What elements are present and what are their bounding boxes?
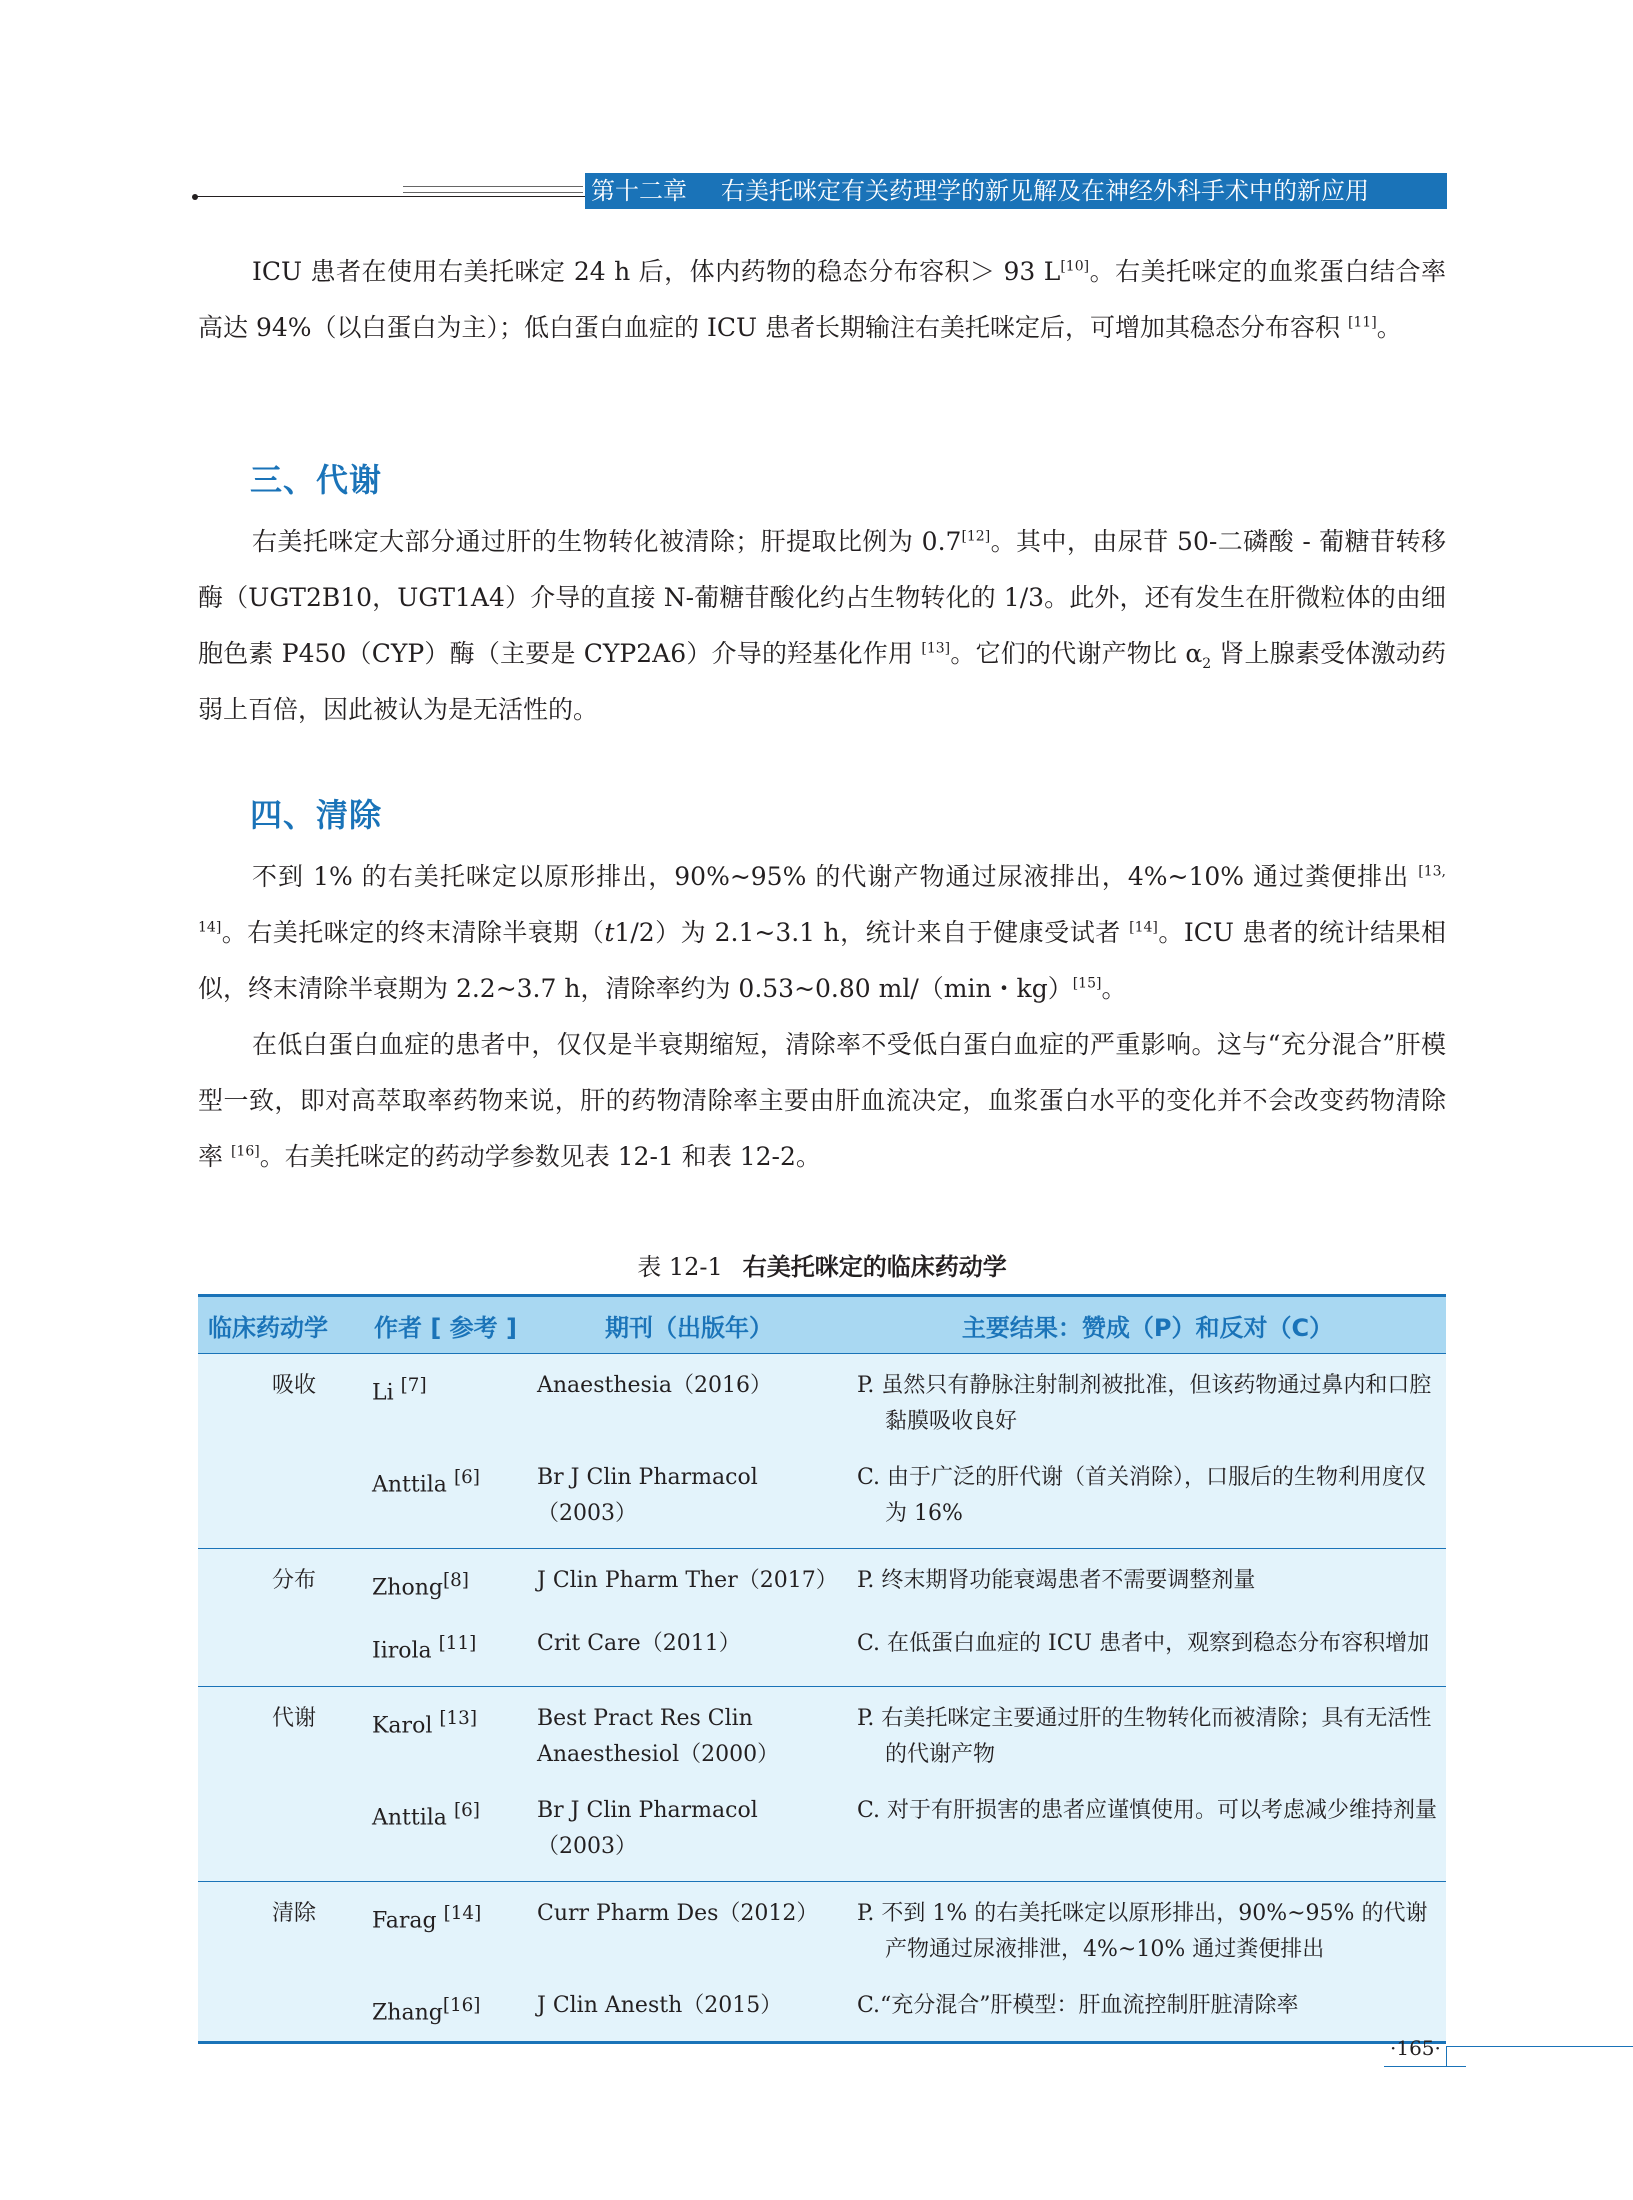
category-label: 清除 (271, 1900, 316, 1926)
text: 。其中，由尿苷 50-二磷酸 - 葡糖苷转移酶（UGT2B10，UGT1A4）介导的直接 N-葡糖苷酸化约占生物转化的 1/3。此外，还有发生在肝微粒体的由细胞色素 P450（CYP）酶（主要是 CYP2A6）介导的羟基化作用 (198, 527, 1446, 668)
reference: [13] (439, 1707, 477, 1729)
table-caption (198, 1247, 1446, 1282)
running-header (585, 173, 1447, 209)
author-cell (364, 1783, 529, 1882)
author: Li (372, 1380, 394, 1406)
journal: J Clin Pharm Ther（2017） (537, 1568, 838, 1593)
category-cell (198, 1450, 364, 1549)
journal-cell (529, 1354, 849, 1451)
paragraph-elimination (198, 849, 1446, 1017)
table-row (198, 1616, 1446, 1686)
category-cell (198, 1354, 364, 1451)
category-cell (198, 1549, 364, 1617)
result-cell (849, 1783, 1446, 1882)
result-cell (849, 1978, 1446, 2043)
chapter-title: 右美托咪定有关药理学的新见解及在神经外科手术中的新应用 (721, 177, 1369, 205)
author: Anttila (372, 1804, 447, 1830)
column-header: 临床药动学 (198, 1296, 364, 1354)
reference: [6] (453, 1467, 480, 1488)
section-heading-metabolism: 三、代谢 (250, 461, 383, 499)
result: P. 不到 1% 的右美托咪定以原形排出，90%~95% 的代谢产物通过尿液排泄，4%~10% 通过粪便排出 (857, 1900, 1428, 1962)
citation: [11] (1347, 314, 1377, 331)
table-row (198, 1450, 1446, 1549)
author: Karol (372, 1712, 433, 1738)
citation: [14] (1129, 919, 1158, 936)
column-header: 主要结果：赞成（P）和反对（C） (849, 1296, 1446, 1354)
page-number: ·165· (1390, 2036, 1441, 2060)
section-heading-elimination: 四、清除 (250, 796, 383, 834)
text: ICU 患者在使用右美托咪定 24 h 后，体内药物的稳态分布容积＞ 93 L (252, 257, 1061, 286)
author: Zhang (372, 1999, 443, 2025)
text: 在低白蛋白血症的患者中，仅仅是半衰期缩短，清除率不受低白蛋白血症的严重影响。这与“充分混合”肝模型一致，即对高萃取率药物来说，肝的药物清除率主要由肝血流决定，血浆蛋白水平的变化并不会改变药物清除率 (198, 1030, 1446, 1171)
citation: [16] (230, 1143, 260, 1160)
table-row (198, 1549, 1446, 1617)
author-cell (364, 1549, 529, 1617)
result: P. 右美托咪定主要通过肝的生物转化而被清除；具有无活性的代谢产物 (857, 1705, 1432, 1767)
result: C.“充分混合”肝模型：肝血流控制肝脏清除率 (857, 1992, 1299, 2018)
author-cell (364, 1616, 529, 1686)
text: 。 (1101, 974, 1127, 1003)
result: C. 由于广泛的肝代谢（首关消除），口服后的生物利用度仅为 16% (857, 1465, 1427, 1526)
footer-rule-vertical (1446, 2046, 1447, 2066)
journal-cell (529, 1549, 849, 1617)
journal-cell (529, 1686, 849, 1783)
text: 。 (1376, 313, 1402, 342)
journal: J Clin Anesth（2015） (537, 1992, 783, 2018)
text: 。ICU 患者的统计结果相似，终末清除半衰期为 2.2~3.7 h，清除率约为 0.53~0.80 ml/（min・kg） (198, 918, 1446, 1003)
text: 肾上腺素受体激动药弱上百倍，因此被认为是无活性的。 (198, 639, 1446, 724)
chapter-number: 第十二章 (591, 177, 687, 205)
result: P. 终末期肾功能衰竭患者不需要调整剂量 (857, 1568, 1256, 1593)
table-row (198, 1354, 1446, 1451)
header-double-rule-bottom (403, 192, 583, 193)
table-header-row (198, 1296, 1446, 1354)
table-row (198, 1978, 1446, 2043)
category-label: 代谢 (271, 1705, 316, 1731)
journal: Crit Care（2011） (537, 1631, 741, 1657)
journal-cell (529, 1616, 849, 1686)
table-row (198, 1881, 1446, 1978)
journal: Br J Clin Pharmacol（2003） (537, 1465, 758, 1526)
journal-cell (529, 1881, 849, 1978)
result: P. 虽然只有静脉注射制剂被批准，但该药物通过鼻内和口腔黏膜吸收良好 (857, 1373, 1432, 1434)
text: 不到 1% 的右美托咪定以原形排出，90%~95% 的代谢产物通过尿液排出，4%~10% 通过粪便排出 (252, 862, 1419, 891)
category-cell (198, 1783, 364, 1882)
category-cell (198, 1978, 364, 2043)
reference: [8] (442, 1570, 469, 1591)
reference: [7] (400, 1375, 427, 1396)
result-cell (849, 1354, 1446, 1451)
footer-rule (1384, 2066, 1466, 2067)
category-label: 吸收 (271, 1373, 316, 1398)
author-cell (364, 1881, 529, 1978)
author-cell (364, 1686, 529, 1783)
result-cell (849, 1686, 1446, 1783)
author-cell (364, 1354, 529, 1451)
result-cell (849, 1616, 1446, 1686)
text: 。右美托咪定的血浆蛋白结合率高达 94%（以白蛋白为主）；低白蛋白血症的 ICU 患者长期输注右美托咪定后，可增加其稳态分布容积 (198, 257, 1446, 342)
author-cell (364, 1978, 529, 2043)
reference: [11] (438, 1633, 477, 1655)
category-cell (198, 1686, 364, 1783)
result-cell (849, 1450, 1446, 1549)
pharmacokinetics-table (198, 1294, 1446, 2044)
table-title: 右美托咪定的临床药动学 (742, 1253, 1007, 1281)
text: 1/2）为 2.1~3.1 h，统计来自于健康受试者 (614, 918, 1130, 947)
author: Iirola (372, 1638, 432, 1664)
citation: [13] (921, 640, 951, 657)
result-cell (849, 1881, 1446, 1978)
journal-cell (529, 1783, 849, 1882)
citation: [12] (961, 528, 991, 545)
citation: [13, 14] (198, 863, 1446, 936)
column-header: 作者 [ 参考 ] (364, 1296, 529, 1354)
category-cell (198, 1616, 364, 1686)
paragraph-metabolism (198, 514, 1446, 738)
citation: [15] (1072, 975, 1102, 992)
reference: [16] (442, 1994, 481, 2016)
author: Zhong (372, 1575, 443, 1601)
footer-rule-long (1446, 2046, 1633, 2047)
reference: [14] (443, 1902, 482, 1924)
result-cell (849, 1549, 1446, 1617)
header-dot (192, 194, 198, 200)
category-label: 分布 (271, 1568, 316, 1593)
reference: [6] (453, 1799, 480, 1821)
paragraph-hypoalbuminemia (198, 1017, 1446, 1185)
journal: Br J Clin Pharmacol（2003） (537, 1797, 758, 1859)
header-rule (195, 196, 587, 197)
category-cell (198, 1881, 364, 1978)
table-number: 表 12-1 (637, 1253, 723, 1281)
column-header: 期刊（出版年） (529, 1296, 849, 1354)
table-row (198, 1686, 1446, 1783)
author: Anttila (372, 1472, 447, 1498)
text: 右美托咪定大部分通过肝的生物转化被清除；肝提取比例为 0.7 (252, 527, 962, 556)
text: 。右美托咪定的终末清除半衰期（ (221, 918, 605, 947)
header-double-rule-top (403, 186, 583, 187)
author-cell (364, 1450, 529, 1549)
subscript: 2 (1202, 656, 1212, 672)
text: 。它们的代谢产物比 α (950, 639, 1203, 668)
journal-line-2: Anaesthesiol（2000） (537, 1741, 780, 1767)
author: Farag (372, 1907, 437, 1933)
italic-symbol: t (604, 918, 615, 947)
journal: Anaesthesia（2016） (537, 1373, 772, 1398)
journal: Best Pract Res Clin (537, 1705, 753, 1731)
text: 。右美托咪定的药动学参数见表 12-1 和表 12-2。 (259, 1142, 821, 1171)
journal: Curr Pharm Des（2012） (537, 1900, 819, 1926)
result: C. 在低蛋白血症的 ICU 患者中，观察到稳态分布容积增加 (857, 1631, 1430, 1657)
journal-cell (529, 1978, 849, 2043)
result: C. 对于有肝损害的患者应谨慎使用。可以考虑减少维持剂量 (857, 1797, 1438, 1823)
table-row (198, 1783, 1446, 1882)
paragraph-distribution (198, 244, 1446, 356)
citation: [10] (1060, 258, 1090, 275)
journal-cell (529, 1450, 849, 1549)
